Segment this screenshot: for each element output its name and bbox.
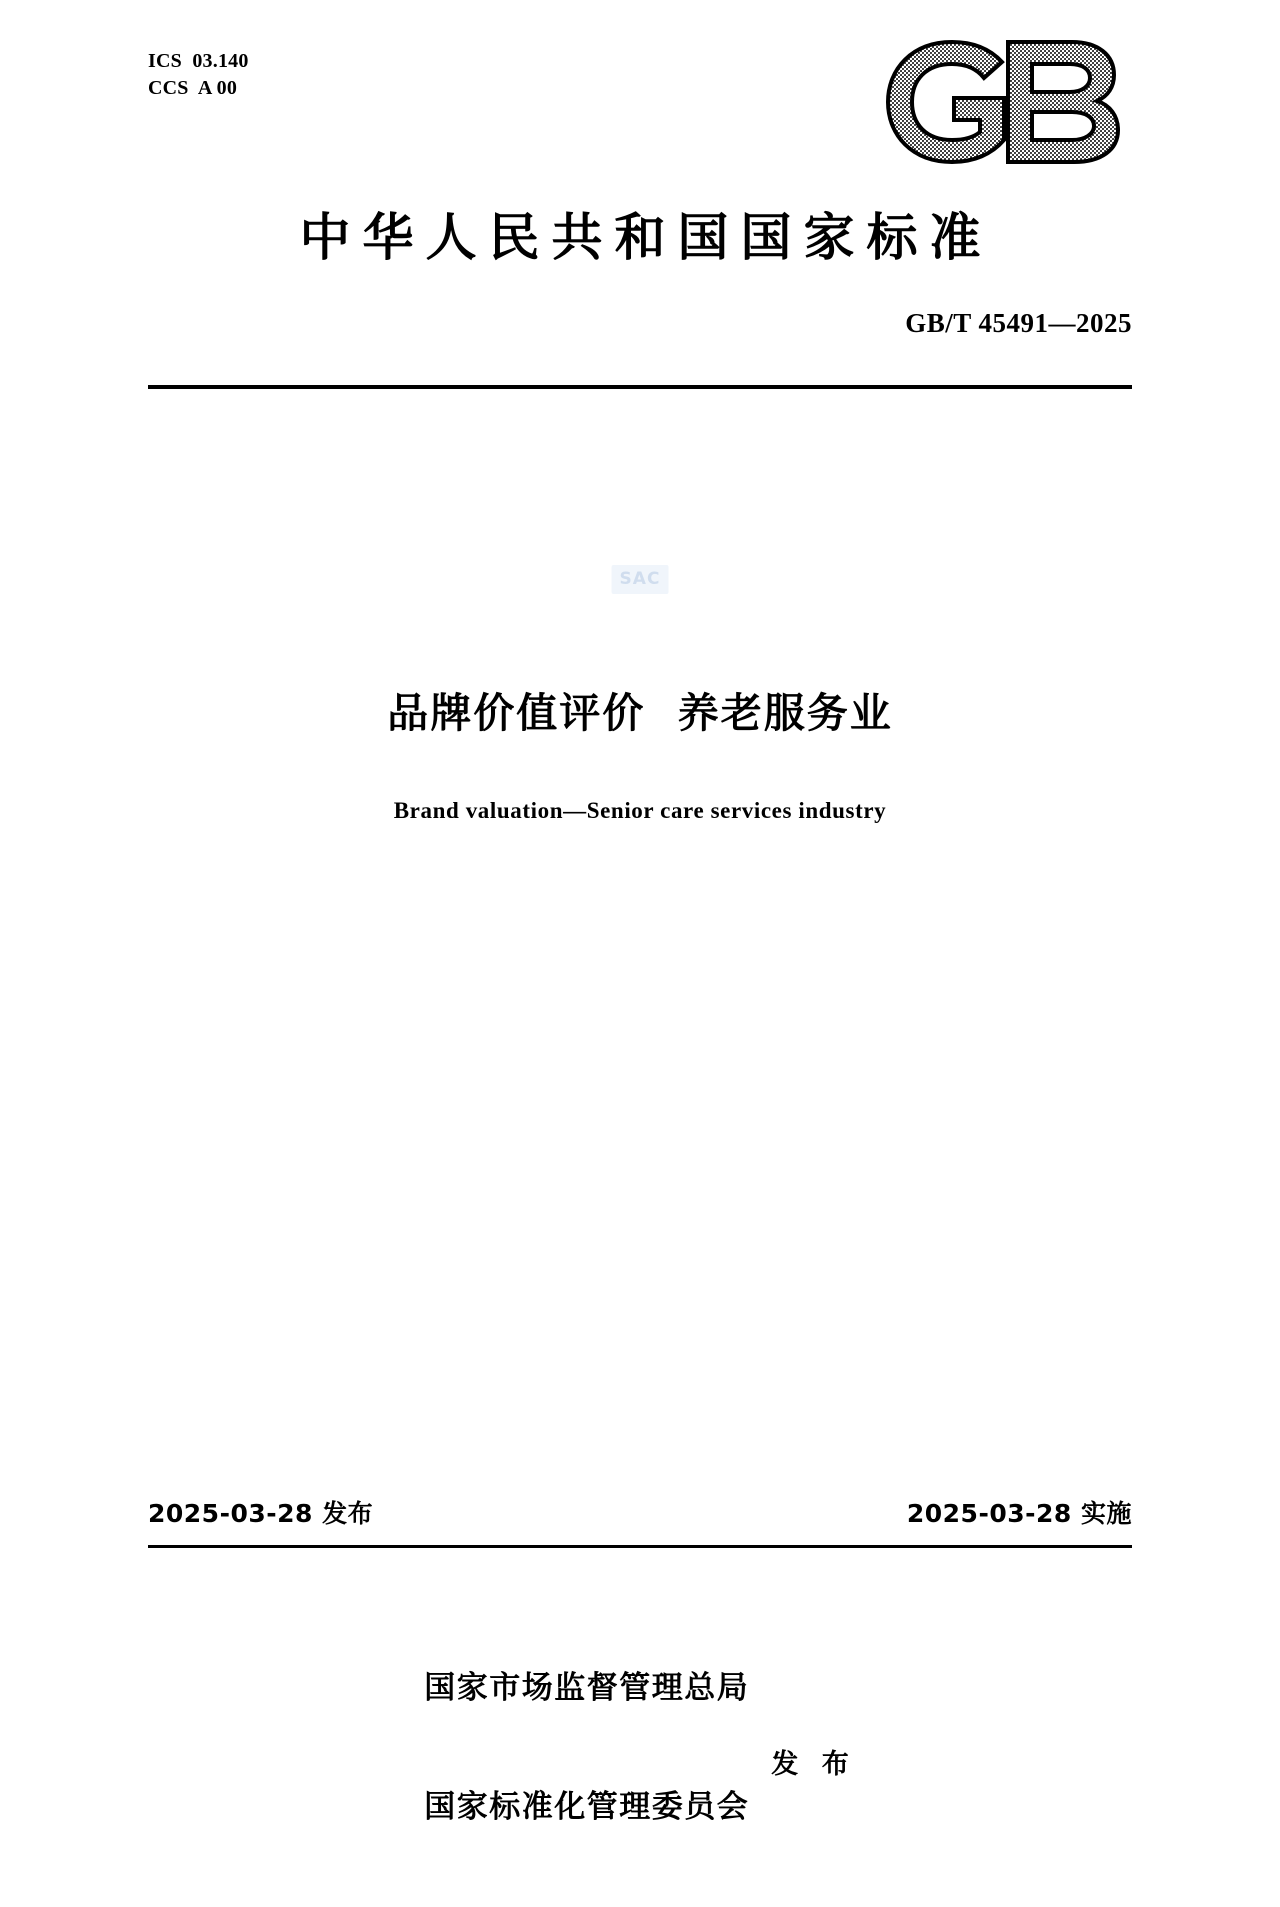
publisher-block: [0, 1590, 1280, 1907]
effective-date: 2025-03-28 实施: [906, 1499, 1132, 1528]
ccs-code: CCS A 00: [148, 77, 238, 99]
document-title-chinese: 品牌价值评价 养老服务业: [387, 689, 893, 737]
dates-row: [148, 1490, 1132, 1530]
national-standard-title: 中华人民共和国国家标准: [299, 209, 993, 268]
divider-bottom: [148, 1545, 1132, 1548]
publisher-names: [424, 1590, 749, 1907]
sac-watermark: SAC: [612, 565, 669, 594]
standard-number: GB/T 45491—2025: [905, 308, 1132, 338]
document-title-english: Brand valuation—Senior care services industry: [393, 798, 887, 823]
publisher-line-2: 国家标准化管理委员会: [424, 1789, 750, 1826]
publisher-line-1: 国家市场监督管理总局: [424, 1670, 750, 1707]
gb-emblem-icon: [882, 36, 1132, 168]
divider-top: [148, 385, 1132, 389]
classification-codes: [148, 48, 249, 102]
publisher-verb: 发 布: [771, 1749, 856, 1781]
ics-code: ICS 03.140: [148, 50, 249, 72]
issue-date: 2025-03-28 发布: [148, 1499, 374, 1528]
